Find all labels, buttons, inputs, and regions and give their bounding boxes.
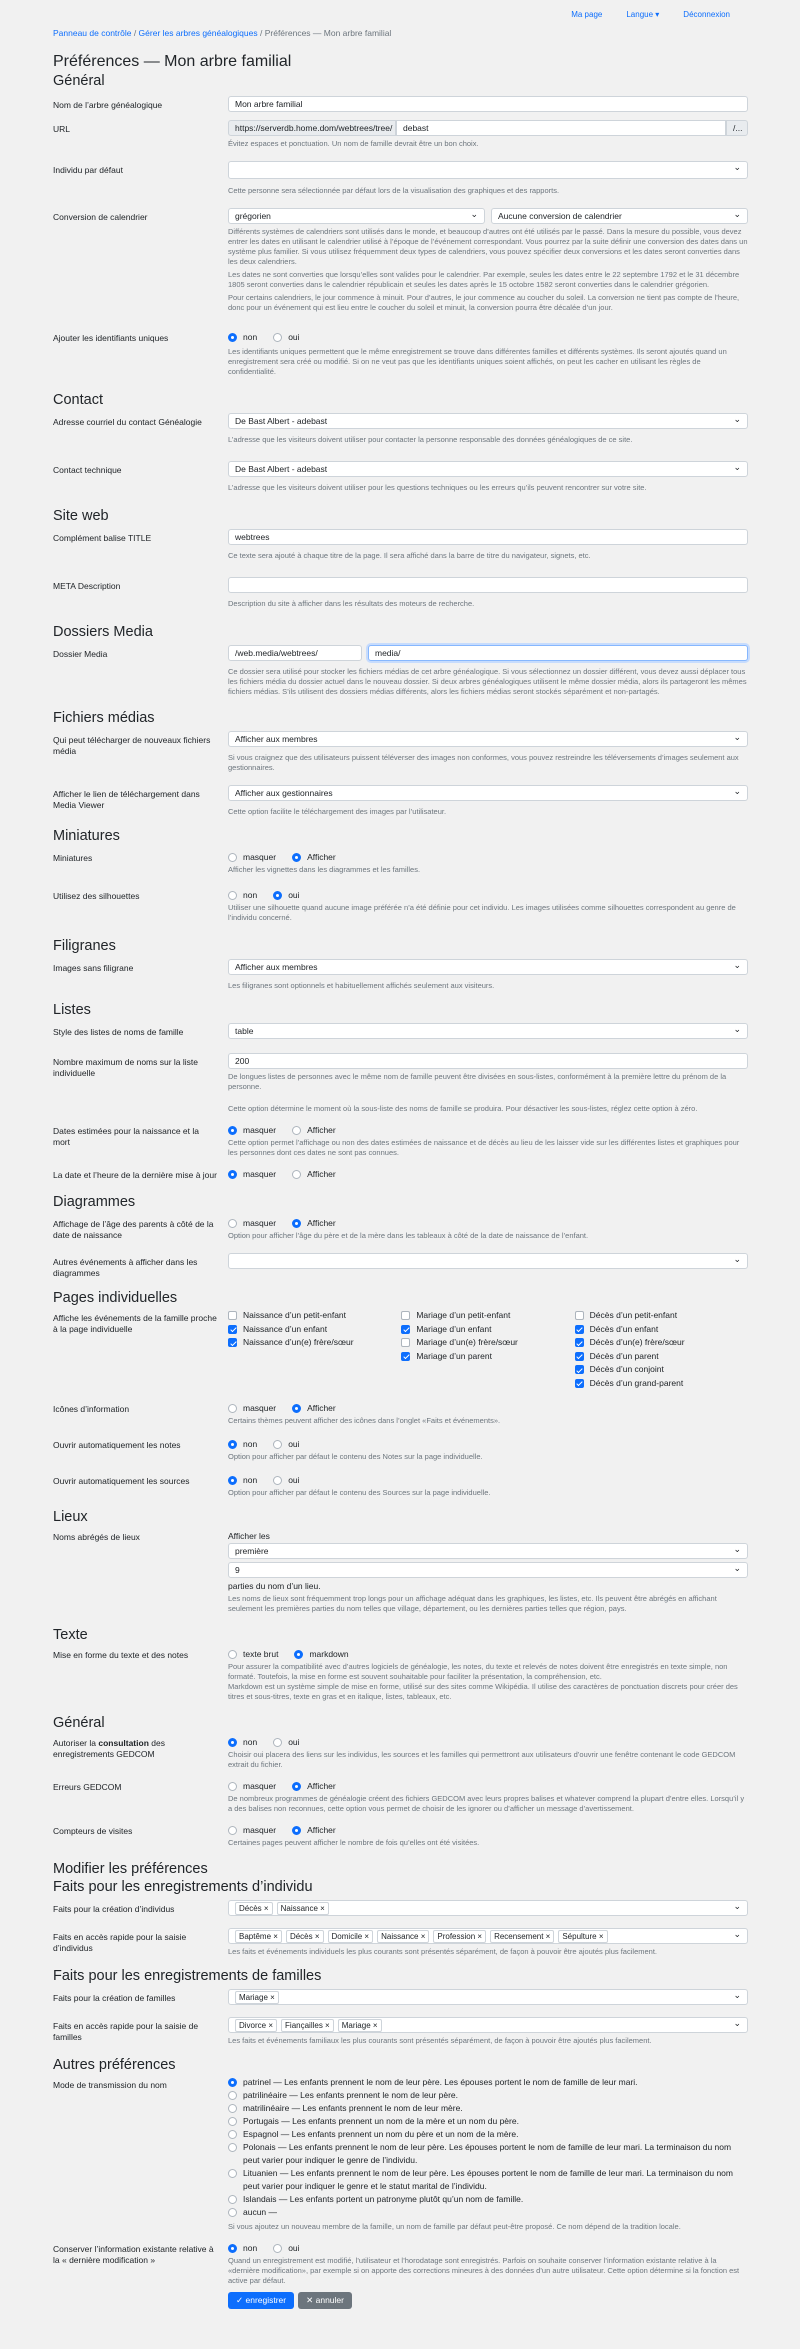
max-names-input[interactable]: 200 bbox=[228, 1053, 748, 1069]
fact-icons-show-label: Afficher bbox=[307, 1403, 336, 1413]
fam-c1-1-label: Naissance d’un petit-enfant bbox=[243, 1310, 347, 1320]
expand-sources-non-label: non bbox=[243, 1475, 258, 1485]
uid-non-label: non bbox=[243, 332, 258, 342]
default-individual-label: Individu par défaut bbox=[53, 165, 123, 175]
other-events-select[interactable] bbox=[228, 1253, 748, 1269]
text-format-plain-radio[interactable] bbox=[228, 1650, 237, 1659]
my-page-link[interactable]: Ma page bbox=[571, 10, 603, 19]
thumbnails-show-radio[interactable] bbox=[292, 853, 301, 862]
section-media-folders: Dossiers Media bbox=[53, 624, 153, 640]
fact-icons-hide-radio[interactable] bbox=[228, 1404, 237, 1413]
tech-contact-select[interactable]: De Bast Albert - adebast ⌄ bbox=[228, 461, 748, 477]
fam-c2-4-label: Mariage d’un parent bbox=[416, 1350, 492, 1361]
logout-link[interactable]: Déconnexion bbox=[683, 10, 730, 19]
thumbnails-hide-radio[interactable] bbox=[228, 853, 237, 862]
fam-c1-3-checkbox[interactable] bbox=[228, 1338, 237, 1347]
calendar-select-2[interactable]: Aucune conversion de calendrier ⌄ bbox=[491, 208, 748, 224]
fam-c3-3-label: Décès d’un(e) frère/sœur bbox=[589, 1337, 685, 1347]
fam-create-tag-1[interactable]: Mariage × bbox=[235, 1991, 279, 2004]
indi-quick-tag-1[interactable]: Baptême × bbox=[235, 1930, 282, 1943]
expand-sources-oui-radio[interactable] bbox=[273, 1476, 282, 1485]
fam-quick-facts-select[interactable] bbox=[228, 2017, 748, 2033]
fam-c1-2-label: Naissance d’un enfant bbox=[243, 1323, 328, 1334]
uid-help: Les identifiants uniques permettent que le même enregistrement se trouve dans différentes familles et différents systèmes. Ils seront ajoutés quand un enregistrement sera créé ou modifié. Si on ne veut pas que les identifiants uniques soient affichés, on peut les cacher en utilisant les règles de confidentialité. bbox=[228, 347, 727, 376]
watermark-select[interactable]: Afficher aux membres ⌄ bbox=[228, 959, 748, 975]
tradition-radio-5[interactable] bbox=[228, 2130, 237, 2139]
estimated-dates-help: Cette option permet l’affichage ou non des dates estimées de naissance et de décès au lieu de les laisser vide sur les différentes listes et graphiques pour les personnes dont ces dates ne sont pas connues. bbox=[228, 1138, 740, 1157]
tradition-label-1: patrinel — Les enfants prennent le nom de leur père. Les épouses portent le nom de famille de leur mari. bbox=[243, 2077, 638, 2087]
max-names-label: Nombre maximum de noms sur la liste individuelle bbox=[53, 1057, 199, 1078]
url-label: URL bbox=[53, 124, 71, 134]
fam-c3-1-checkbox[interactable] bbox=[575, 1311, 584, 1320]
fam-c2-3-label: Mariage d’un(e) frère/sœur bbox=[416, 1337, 518, 1347]
expand-notes-label: Ouvrir automatiquement les notes bbox=[53, 1440, 181, 1450]
gedcom-errors-help: De nombreux programmes de généalogie créent des fichiers GEDCOM avec leurs propres balises et whatever comprend la plupart d’entre elles. Lorsqu’il y a des balises non reconnues, cette option vous permet de choisir de les ignorer ou d’afficher un message d’avertissement. bbox=[228, 1794, 745, 1813]
media-prefix: /web.media/webtrees/ bbox=[228, 645, 362, 661]
title-input[interactable]: webtrees bbox=[228, 529, 748, 545]
media-folder-label: Dossier Media bbox=[53, 649, 108, 659]
keep-last-change-help: Quand un enregistrement est modifié, l’utilisateur et l’horodatage sont enregistrés. Parfois on souhaite conserver l’information existante relative à la «dernière modification», par exemple si on apporte des corrections mineures à des données d’un autre utilisateur. Cette option détermine si la fonction est active par défaut. bbox=[228, 2256, 740, 2285]
tradition-label-7: Lituanien — Les enfants prennent le nom de leur père. Les épouses portent le nom de famille de leur mari. La terminaison du nom peut varier pour indiquer le genre et le statut marital de l’individu. bbox=[243, 2168, 733, 2191]
calendar-select-1[interactable]: grégorien ⌄ bbox=[228, 208, 485, 224]
tradition-radio-4[interactable] bbox=[228, 2117, 237, 2126]
silhouettes-help: Utiliser une silhouette quand aucune image préférée n’a été définie pour cet individu. Les images utilisées comme silhouettes correspondent au genre de l’individu concerné. bbox=[228, 903, 736, 922]
fam-c3-4-label: Décès d’un parent bbox=[589, 1350, 659, 1361]
media-folder-help: Ce dossier sera utilisé pour stocker les fichiers médias de cet arbre généalogique. Si vous sélectionnez un dossier différent, vous devez aussi déplacer tous les fichiers média du dossier actuel dans le nouveau dossier. Si deux arbres généalogiques utilisent le même dossier média, alors ils partageront les mêmes fichiers médias. S’ils utilisent des dossiers médias différents, alors les fichiers médias seront stockés séparément et non-partagés. bbox=[228, 667, 747, 696]
tradition-label-5: Espagnol — Les enfants prennent un nom du père et un nom de la mère. bbox=[243, 2129, 519, 2139]
parent-age-show-radio[interactable] bbox=[292, 1219, 301, 1228]
fam-c2-1-label: Mariage d’un petit-enfant bbox=[416, 1310, 511, 1320]
silhouettes-oui-label: oui bbox=[288, 890, 300, 900]
hit-counters-show-radio[interactable] bbox=[292, 1826, 301, 1835]
tradition-label-8: Islandais — Les enfants portent un patronyme plutôt qu’un nom de famille. bbox=[243, 2194, 524, 2204]
contact-help: L’adresse que les visiteurs doivent utiliser pour contacter la personne responsable des données généalogiques de ce site. bbox=[228, 435, 633, 444]
fact-icons-help: Certains thèmes peuvent afficher des icônes dans l’onglet «Faits et événements». bbox=[228, 1416, 501, 1425]
uid-non-radio[interactable] bbox=[228, 333, 237, 342]
max-names-help-1: De longues listes de personnes avec le même nom de famille peuvent être divisées en sous-listes, conformément à la première lettre du prénom de la personne. bbox=[228, 1072, 727, 1091]
short-places-suffix: parties du nom d’un lieu. bbox=[228, 1581, 321, 1591]
expand-sources-help: Option pour afficher par défaut le contenu des Sources sur la page individuelle. bbox=[228, 1488, 491, 1497]
gedcom-view-non-radio[interactable] bbox=[228, 1738, 237, 1747]
gedcom-view-oui-label: oui bbox=[288, 1737, 300, 1747]
text-format-help-1: Pour assurer la compatibilité avec d’autres logiciels de généalogie, les notes, du texte et relevés de notes doivent être enregistrés en texte simple, non formaté. Toutefois, la mise en forme est souvent souhaitable pour faciliter la présentation, la compréhension, etc. bbox=[228, 1662, 728, 1681]
fam-create-facts-label: Faits pour la création de familles bbox=[53, 1993, 176, 2003]
estimated-dates-hide-label: masquer bbox=[243, 1125, 277, 1135]
expand-notes-non-radio[interactable] bbox=[228, 1440, 237, 1449]
hit-counters-hide-label: masquer bbox=[243, 1825, 277, 1835]
thumbnails-hide-label: masquer bbox=[243, 852, 277, 862]
text-format-plain-label: texte brut bbox=[243, 1649, 279, 1659]
fam-c1-2-checkbox[interactable] bbox=[228, 1325, 237, 1334]
tradition-label-2: patrilinéaire — Les enfants prennent le nom de leur père. bbox=[243, 2090, 458, 2100]
family-events-col-1 bbox=[228, 1309, 401, 1390]
url-suffix: /... bbox=[726, 120, 748, 136]
section-places: Lieux bbox=[53, 1509, 88, 1525]
surname-tradition-help: Si vous ajoutez un nouveau membre de la famille, un nom de famille par défaut peut-être proposé. Ce nom dépend de la tradition locale. bbox=[228, 2222, 681, 2231]
hit-counters-help: Certaines pages peuvent afficher le nombre de fois qu’elles ont été visitées. bbox=[228, 1838, 480, 1847]
expand-notes-non-label: non bbox=[243, 1439, 258, 1449]
url-input[interactable]: debast bbox=[396, 120, 726, 136]
expand-sources-non-radio[interactable] bbox=[228, 1476, 237, 1485]
keep-last-change-oui-label: oui bbox=[288, 2243, 300, 2253]
title-help: Ce texte sera ajouté à chaque titre de la page. Il sera affiché dans la barre de titre du navigateur, signets, etc. bbox=[228, 551, 591, 560]
indi-quick-tag-6[interactable]: Recensement × bbox=[490, 1930, 554, 1943]
estimated-dates-hide-radio[interactable] bbox=[228, 1126, 237, 1135]
estimated-dates-show-label: Afficher bbox=[307, 1125, 336, 1135]
section-family-records: Faits pour les enregistrements de familles bbox=[53, 1968, 322, 1984]
keep-last-change-non-label: non bbox=[243, 2243, 258, 2253]
contact-label: Adresse courriel du contact Généalogie bbox=[53, 417, 202, 427]
text-format-markdown-radio[interactable] bbox=[294, 1650, 303, 1659]
section-watermarks: Filigranes bbox=[53, 938, 116, 954]
fam-create-facts-select[interactable] bbox=[228, 1989, 748, 2005]
section-charts: Diagrammes bbox=[53, 1194, 136, 1210]
indi-quick-facts-label: Faits en accès rapide pour la saisie d’individus bbox=[53, 1932, 187, 1953]
fam-c2-3-checkbox[interactable] bbox=[401, 1338, 410, 1347]
indi-quick-tag-3[interactable]: Domicile × bbox=[328, 1930, 374, 1943]
indi-quick-facts-help: Les faits et événements individuels les plus courants sont présentés séparément, de façon à pouvoir être ajoutés plus facilement. bbox=[228, 1947, 657, 1956]
gedcom-view-help: Choisir oui placera des liens sur les individus, les sources et les familles qui permettront aux utilisateurs d’ouvrir une fenêtre contenant le code GEDCOM extrait du fichier. bbox=[228, 1750, 736, 1769]
meta-label: META Description bbox=[53, 581, 121, 591]
text-format-label: Mise en forme du texte et des notes bbox=[53, 1650, 189, 1660]
watermark-label: Images sans filigrane bbox=[53, 963, 134, 973]
fact-icons-hide-label: masquer bbox=[243, 1403, 277, 1413]
tree-name-label: Nom de l’arbre généalogique bbox=[53, 100, 163, 110]
parent-age-show-label: Afficher bbox=[307, 1218, 336, 1228]
short-places-prefix: Afficher les bbox=[228, 1531, 270, 1541]
url-help: Évitez espaces et ponctuation. Un nom de famille devrait être un bon choix. bbox=[228, 139, 479, 148]
fam-quick-facts-help: Les faits et événements familiaux les plus courants sont présentés séparément, de façon à pouvoir être ajoutés plus facilement. bbox=[228, 2036, 652, 2045]
fam-c2-2-checkbox[interactable] bbox=[401, 1325, 410, 1334]
tradition-label-3: matrilinéaire — Les enfants prennent le nom de leur mère. bbox=[243, 2103, 463, 2113]
tradition-radio-9[interactable] bbox=[228, 2208, 237, 2217]
last-change-hide-label: masquer bbox=[243, 1169, 277, 1179]
tradition-label-9: aucun — bbox=[243, 2207, 278, 2217]
expand-notes-oui-radio[interactable] bbox=[273, 1440, 282, 1449]
short-places-label: Noms abrégés de lieux bbox=[53, 1532, 140, 1542]
section-website: Site web bbox=[53, 508, 109, 524]
text-format-help-2: Markdown est un système simple de mise en forme, utilisé sur des sites comme Wikipédia. Il utilise des caractères de ponctuation discrets pour créer des titres et sous-titres, texte en gras et en italique, listes, tableaux, etc. bbox=[228, 1682, 738, 1701]
indi-quick-tag-5[interactable]: Profession × bbox=[433, 1930, 486, 1943]
gedcom-view-label: Autoriser la consultation des enregistrements GEDCOM bbox=[53, 1738, 165, 1759]
uid-label: Ajouter les identifiants uniques bbox=[53, 333, 169, 343]
fam-c1-3-label: Naissance d’un(e) frère/sœur bbox=[243, 1337, 354, 1347]
thumbnails-label: Miniatures bbox=[53, 853, 93, 863]
tech-contact-label: Contact technique bbox=[53, 465, 122, 475]
url-prefix: https://serverdb.home.dom/webtrees/tree/ bbox=[228, 120, 396, 136]
upload-label: Qui peut télécharger de nouveaux fichiers média bbox=[53, 735, 211, 756]
gedcom-errors-show-label: Afficher bbox=[307, 1781, 336, 1791]
family-events-label: Affiche les événements de la famille proche à la page individuelle bbox=[53, 1313, 217, 1334]
tradition-radio-6[interactable] bbox=[228, 2143, 237, 2152]
keep-last-change-non-radio[interactable] bbox=[228, 2244, 237, 2253]
meta-input[interactable] bbox=[228, 577, 748, 593]
silhouettes-oui-radio[interactable] bbox=[273, 891, 282, 900]
save-button[interactable]: ✓ enregistrer bbox=[228, 2292, 294, 2309]
last-change-hide-radio[interactable] bbox=[228, 1170, 237, 1179]
estimated-dates-show-radio[interactable] bbox=[292, 1126, 301, 1135]
fact-icons-show-radio[interactable] bbox=[292, 1404, 301, 1413]
fam-c3-1-label: Décès d’un petit-enfant bbox=[589, 1310, 678, 1320]
indi-create-tag-1[interactable]: Décès × bbox=[235, 1902, 273, 1915]
thumbnails-show-label: Afficher bbox=[307, 852, 336, 862]
short-places-select-1[interactable]: première ⌄ bbox=[228, 1543, 748, 1559]
section-lists: Listes bbox=[53, 1002, 91, 1018]
indi-create-tag-2[interactable]: Naissance × bbox=[277, 1902, 329, 1915]
hit-counters-show-label: Afficher bbox=[307, 1825, 336, 1835]
last-change-label: La date et l’heure de la dernière mise à jour bbox=[53, 1170, 217, 1180]
tech-contact-help: L’adresse que les visiteurs doivent utiliser pour les questions techniques ou les erreurs qu’ils peuvent rencontrer sur votre site. bbox=[228, 483, 647, 492]
expand-sources-oui-label: oui bbox=[288, 1475, 300, 1485]
silhouettes-non-label: non bbox=[243, 890, 258, 900]
parent-age-hide-label: masquer bbox=[243, 1218, 277, 1228]
breadcrumb: Panneau de contrôle / Gérer les arbres généalogiques / Préférences — Mon arbre familial bbox=[53, 28, 392, 38]
fam-c3-5-label: Décès d’un conjoint bbox=[589, 1364, 664, 1374]
fam-quick-tag-1[interactable]: Divorce × bbox=[235, 2019, 277, 2032]
page-title: Préférences — Mon arbre familial bbox=[53, 53, 292, 70]
section-general-2: Général bbox=[53, 1715, 105, 1731]
keep-last-change-oui-radio[interactable] bbox=[273, 2244, 282, 2253]
parent-age-help: Option pour afficher l’âge du père et de la mère dans les tableaux à côté de la date de naissance de l’enfant. bbox=[228, 1231, 589, 1240]
parent-age-hide-radio[interactable] bbox=[228, 1219, 237, 1228]
contact-select[interactable]: De Bast Albert - adebast ⌄ bbox=[228, 413, 748, 429]
main-form bbox=[53, 52, 748, 2309]
upload-help: Si vous craignez que des utilisateurs puissent téléverser des images non conformes, vous pouvez restreindre les téléversements d’images seulement aux gestionnaires. bbox=[228, 753, 739, 772]
default-individual-help: Cette personne sera sélectionnée par défaut lors de la visualisation des graphiques et des rapports. bbox=[228, 186, 560, 195]
fam-c3-5-checkbox[interactable] bbox=[575, 1365, 584, 1374]
indi-quick-tag-7[interactable]: Sépulture × bbox=[558, 1930, 607, 1943]
tree-name-input[interactable]: Mon arbre familial bbox=[228, 96, 748, 112]
download-select[interactable]: Afficher aux gestionnaires ⌄ bbox=[228, 785, 748, 801]
breadcrumb-control-panel[interactable]: Panneau de contrôle bbox=[53, 28, 132, 38]
gedcom-view-non-label: non bbox=[243, 1737, 258, 1747]
last-change-show-label: Afficher bbox=[307, 1169, 336, 1179]
fact-icons-label: Icônes d’information bbox=[53, 1404, 130, 1414]
indi-create-facts-select[interactable] bbox=[228, 1900, 748, 1916]
thumbnails-help: Afficher les vignettes dans les diagrammes et les familles. bbox=[228, 865, 421, 874]
calendar-label: Conversion de calendrier bbox=[53, 212, 148, 222]
indi-create-facts-label: Faits pour la création d’individus bbox=[53, 1904, 175, 1914]
title-label: Complément balise TITLE bbox=[53, 533, 152, 543]
surname-tradition-label: Mode de transmission du nom bbox=[53, 2080, 167, 2090]
fam-c1-1-checkbox[interactable] bbox=[228, 1311, 237, 1320]
fam-quick-tag-2[interactable]: Fiançailles × bbox=[281, 2019, 334, 2032]
tradition-radio-8[interactable] bbox=[228, 2195, 237, 2204]
tradition-radio-7[interactable] bbox=[228, 2169, 237, 2178]
fam-c3-4-checkbox[interactable] bbox=[575, 1352, 584, 1361]
family-events-col-3 bbox=[575, 1309, 748, 1390]
family-events-col-2 bbox=[401, 1309, 574, 1390]
section-modify-preferences: Modifier les préférences bbox=[53, 1861, 208, 1877]
fam-c3-6-label: Décès d’un grand-parent bbox=[589, 1377, 684, 1388]
fam-c3-3-checkbox[interactable] bbox=[575, 1338, 584, 1347]
fam-c3-6-checkbox[interactable] bbox=[575, 1379, 584, 1388]
media-folder-input[interactable]: media/ bbox=[368, 645, 748, 661]
breadcrumb-current: Préférences — Mon arbre familial bbox=[264, 28, 392, 38]
fam-quick-tag-3[interactable]: Mariage × bbox=[338, 2019, 382, 2032]
section-other-preferences: Autres préférences bbox=[53, 2057, 176, 2073]
indi-quick-tag-2[interactable]: Décès × bbox=[286, 1930, 324, 1943]
indi-quick-tag-4[interactable]: Naissance × bbox=[377, 1930, 429, 1943]
uid-oui-radio[interactable] bbox=[273, 333, 282, 342]
top-navigation bbox=[0, 0, 800, 22]
watermark-help: Les filigranes sont optionnels et habituellement affichés seulement aux visiteurs. bbox=[228, 981, 495, 990]
cancel-button[interactable]: ✕ annuler bbox=[298, 2292, 352, 2309]
expand-sources-label: Ouvrir automatiquement les sources bbox=[53, 1476, 190, 1486]
expand-notes-help: Option pour afficher par défaut le contenu des Notes sur la page individuelle. bbox=[228, 1452, 483, 1461]
section-contact: Contact bbox=[53, 392, 103, 408]
language-menu[interactable]: Langue ▾ bbox=[626, 10, 660, 19]
gedcom-errors-hide-label: masquer bbox=[243, 1781, 277, 1791]
section-thumbnails: Miniatures bbox=[53, 828, 120, 844]
download-help: Cette option facilite le téléchargement des images par l’utilisateur. bbox=[228, 807, 447, 816]
fam-c3-2-label: Décès d’un enfant bbox=[589, 1323, 659, 1334]
fam-c3-2-checkbox[interactable] bbox=[575, 1325, 584, 1334]
tradition-label-6: Polonais — Les enfants prennent le nom de leur père. Les épouses portent le nom de famille de leur mari. La terminaison du nom peut varier pour indiquer le genre de l’individu. bbox=[243, 2142, 732, 2165]
tradition-radio-2[interactable] bbox=[228, 2091, 237, 2100]
keep-last-change-label: Conserver l’information existante relative à la « dernière modification » bbox=[53, 2244, 214, 2265]
default-individual-select[interactable] bbox=[228, 161, 748, 179]
gedcom-errors-hide-radio[interactable] bbox=[228, 1782, 237, 1791]
gedcom-errors-label: Erreurs GEDCOM bbox=[53, 1782, 122, 1792]
fam-c2-4-checkbox[interactable] bbox=[401, 1352, 410, 1361]
short-places-select-2[interactable]: 9 ⌄ bbox=[228, 1562, 748, 1578]
indi-quick-facts-select[interactable] bbox=[228, 1928, 748, 1944]
max-names-help-2: Cette option détermine le moment où la sous-liste des noms de famille se produira. Pour désactiver les sous-listes, réglez cette option à zéro. bbox=[228, 1104, 698, 1113]
section-media-files: Fichiers médias bbox=[53, 710, 155, 726]
short-places-help: Les noms de lieux sont fréquemment trop longs pour un affichage adéquat dans les graphiques, les listes, etc. Ils peuvent être abrégés en affichant seulement les premières parties du nom telles que village, département, ou les dernières parties telles que région, pays. bbox=[228, 1594, 717, 1613]
surname-list-select[interactable]: table ⌄ bbox=[228, 1023, 748, 1039]
uid-oui-label: oui bbox=[288, 332, 300, 342]
calendar-help-2: Les dates ne sont converties que lorsqu’elles sont valides pour le calendrier. Par exemple, seules les dates entre le 22 septembre 1792 et le 31 décembre 1805 seront converties dans le calendrier républicain et seules les dates après le 15 octobre 1582 seront converties dans le calendrier grégorien. bbox=[228, 270, 740, 289]
tradition-label-4: Portugais — Les enfants prennent un nom de la mère et un nom du père. bbox=[243, 2116, 519, 2126]
upload-select[interactable]: Afficher aux membres ⌄ bbox=[228, 731, 748, 747]
gedcom-view-oui-radio[interactable] bbox=[273, 1738, 282, 1747]
calendar-help-3: Pour certains calendriers, le jour commence à minuit. Pour d’autres, le jour commence au coucher du soleil. La conversion ne tient pas compte de l’heure, donc pour un événement qui est lieu entre le coucher du soleil et minuit, la conversion pourra être décalée d’un jour. bbox=[228, 293, 740, 312]
surname-list-label: Style des listes de noms de famille bbox=[53, 1027, 184, 1037]
section-text: Texte bbox=[53, 1627, 88, 1643]
section-general: Général bbox=[53, 73, 105, 89]
silhouettes-label: Utilisez des silhouettes bbox=[53, 891, 140, 901]
gedcom-errors-show-radio[interactable] bbox=[292, 1782, 301, 1791]
breadcrumb-manage-trees[interactable]: Gérer les arbres généalogiques bbox=[138, 28, 258, 38]
parent-age-label: Affichage de l’âge des parents à côté de la date de naissance bbox=[53, 1219, 214, 1240]
meta-help: Description du site à afficher dans les résultats des moteurs de recherche. bbox=[228, 599, 475, 608]
last-change-show-radio[interactable] bbox=[292, 1170, 301, 1179]
tradition-radio-1[interactable] bbox=[228, 2078, 237, 2087]
fam-c2-1-checkbox[interactable] bbox=[401, 1311, 410, 1320]
download-label: Afficher le lien de téléchargement dans Media Viewer bbox=[53, 789, 200, 810]
fam-c2-2-label: Mariage d’un enfant bbox=[416, 1323, 492, 1334]
silhouettes-non-radio[interactable] bbox=[228, 891, 237, 900]
section-individual-pages: Pages individuelles bbox=[53, 1290, 178, 1306]
tradition-radio-3[interactable] bbox=[228, 2104, 237, 2113]
other-events-label: Autres événements à afficher dans les diagrammes bbox=[53, 1257, 198, 1278]
section-individual-records: Faits pour les enregistrements d’individu bbox=[53, 1879, 313, 1895]
expand-notes-oui-label: oui bbox=[288, 1439, 300, 1449]
hit-counters-hide-radio[interactable] bbox=[228, 1826, 237, 1835]
estimated-dates-label: Dates estimées pour la naissance et la mort bbox=[53, 1126, 199, 1147]
hit-counters-label: Compteurs de visites bbox=[53, 1826, 133, 1836]
fam-quick-facts-label: Faits en accès rapide pour la saisie de familles bbox=[53, 2021, 199, 2042]
text-format-markdown-label: markdown bbox=[309, 1649, 349, 1659]
calendar-help-1: Différents systèmes de calendriers sont utilisés dans le monde, et beaucoup d’autres ont été utilisés par le passé. Dans la mesure du possible, vous devez entrer les dates en utilisant le calendrier utilisé à l’époque de l’événement correspondant. Vous pourrez par la suite définir une conversion des dates dans un système plus familier. Si vous utilisez fréquemment deux types de calendriers, vous pouvez spécifier deux conversions et les dates seront converties dans les deux calendriers. bbox=[228, 227, 748, 266]
